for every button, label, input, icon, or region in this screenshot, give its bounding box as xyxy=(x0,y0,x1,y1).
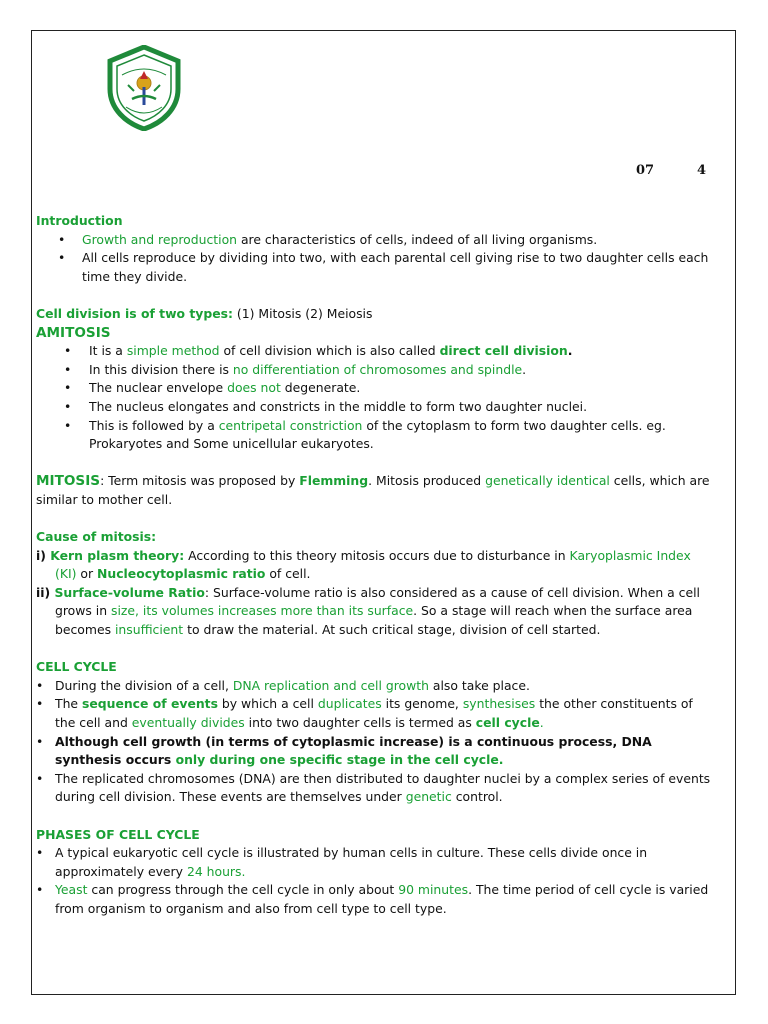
introduction-heading: Introduction xyxy=(36,213,123,228)
list-item: • Growth and reproduction are characteristics of cells, indeed of all living organisms. xyxy=(36,231,716,250)
list-item: • All cells reproduce by dividing into two, with each parental cell giving rise to two daughter cells each time they divide. xyxy=(36,249,716,286)
list-item: • The nuclear envelope does not degenerate. xyxy=(36,379,716,398)
list-item: • In this division there is no differentiation of chromosomes and spindle. xyxy=(36,361,716,380)
list-item: • Yeast can progress through the cell cycle in only about 90 minutes. The time period of cell cycle is varied from organism to organism and also from cell type to cell type. xyxy=(36,881,716,918)
school-emblem-logo xyxy=(104,45,184,131)
document-body xyxy=(36,212,716,919)
amitosis-heading: AMITOSIS xyxy=(36,324,111,341)
phases-heading: PHASES OF CELL CYCLE xyxy=(36,826,200,842)
introduction-list xyxy=(36,231,716,287)
list-item: • The nucleus elongates and constricts in the middle to form two daughter nuclei. xyxy=(36,398,716,417)
header-number-left: 07 xyxy=(636,163,655,178)
list-item: • The replicated chromosomes (DNA) are then distributed to daughter nuclei by a complex series of events during cell division. These events are themselves under genetic control. xyxy=(36,770,716,807)
list-item: • A typical eukaryotic cell cycle is illustrated by human cells in culture. These cells divide once in approximately every 24 hours. xyxy=(36,844,716,881)
cell-cycle-list xyxy=(36,677,716,807)
cell-cycle-heading: CELL CYCLE xyxy=(36,659,117,675)
list-item: • This is followed by a centripetal constriction of the cytoplasm to form two daughter cells. eg. Prokaryotes and Some unicellular eukaryotes. xyxy=(36,417,716,454)
header-number-right: 4 xyxy=(697,163,707,178)
cause-heading: Cause of mitosis: xyxy=(36,529,157,545)
list-item: • It is a simple method of cell division which is also called direct cell division. xyxy=(36,342,716,361)
list-item: • The sequence of events by which a cell duplicates its genome, synthesises the other constituents of the cell and eventually divides into two daughter cells is termed as cell cycle. xyxy=(36,695,716,732)
list-item: • During the division of a cell, DNA replication and cell growth also take place. xyxy=(36,677,716,696)
division-types: Cell division is of two types: (1) Mitosis (2) Meiosis xyxy=(36,305,373,321)
list-item: • Although cell growth (in terms of cytoplasmic increase) is a continuous process, DNA synthesis occurs only during one specific stage in the cell cycle. xyxy=(36,733,716,770)
mitosis-paragraph: MITOSIS: Term mitosis was proposed by Flemming. Mitosis produced genetically identical cells, which are similar to mother cell. xyxy=(36,473,710,507)
amitosis-list xyxy=(36,342,716,454)
surface-volume-ratio: ii) Surface-volume Ratio: Surface-volume ratio is also considered as a cause of cell division. When a cell grows in size, its volumes increases more than its surface. So a stage will reach when the surface area becomes insufficient to draw the material. At such critical stage, division of cell started. xyxy=(36,584,700,638)
kern-plasm-theory: i) Kern plasm theory: According to this theory mitosis occurs due to disturbance in Karyoplasmic Index (KI) or Nucleocytoplasmic ratio of cell. xyxy=(36,547,691,582)
phases-list xyxy=(36,844,716,918)
